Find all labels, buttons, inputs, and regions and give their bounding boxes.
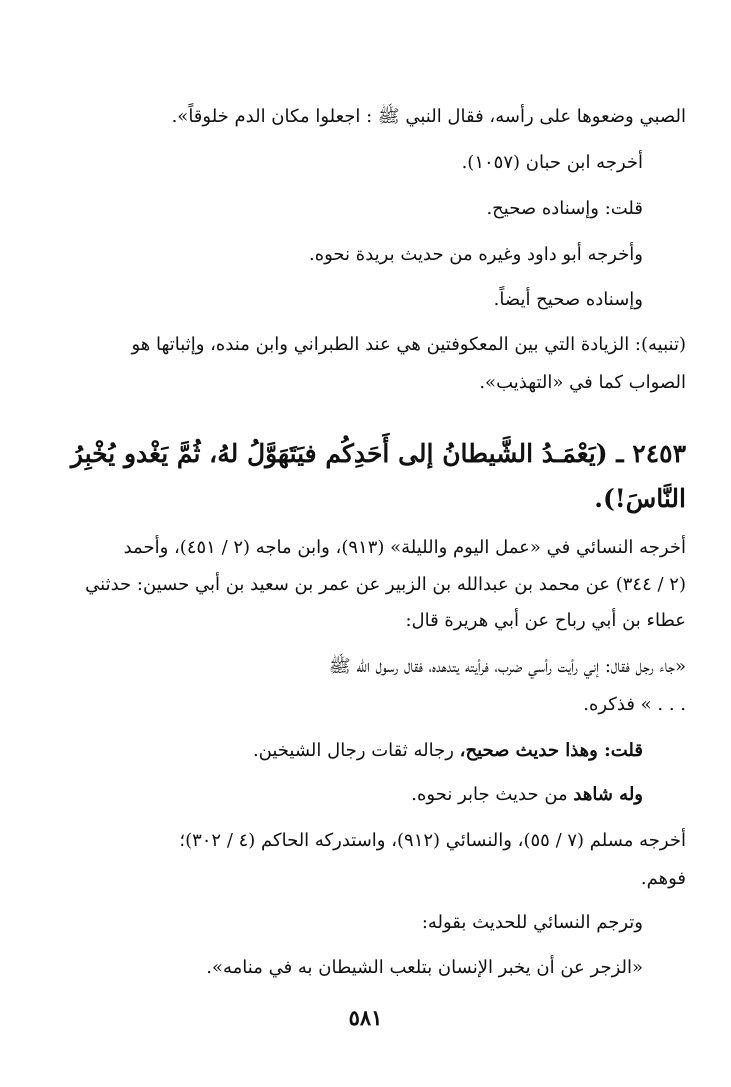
text-line: أخرجه ابن حبان (١٠٥٧). xyxy=(461,152,643,173)
hadith-heading-line-1: ٢٤٥٣ ـ (يَعْمَـدُ الشَّيطانُ إلى أَحَدِكُم فيَتَهَوَّلُ لهُ، ثُمَّ يَغْدو يُخْبِرُ xyxy=(70,439,686,468)
text-line: أخرجه النسائي في «عمل اليوم والليلة» (٩١٣)، وابن ماجه (٢ / ٤٥١)، وأحمد xyxy=(123,537,686,558)
text-line: أخرجه مسلم (٧ / ٥٥)، والنسائي (٩١٢)، واستدركه الحاكم (٤ / ٣٠٢)؛ xyxy=(179,830,686,851)
verdict-rest: رجاله ثقات رجال الشيخين. xyxy=(252,740,460,761)
verdict-bold: قلت: وهذا حديث صحيح، xyxy=(459,740,643,761)
shahid-bold: وله شاهد xyxy=(573,784,643,805)
shahid-rest: من حديث جابر نحوه. xyxy=(411,784,574,805)
hadith-heading-line-2: النَّاسَ!). xyxy=(594,484,686,513)
text-line: وترجم النسائي للحديث بقوله: xyxy=(421,912,643,933)
text-line: عطاء بن أبي رباح عن أبي هريرة قال: xyxy=(405,610,686,631)
text-line: «جاء رجل فقال: إني رأيت رأسي ضرب، فرأيته يتدهده، فقال رسول الله ﷺ xyxy=(328,656,686,677)
text-line: (٢ / ٣٤٤) عن محمد بن عبدالله بن الزبير عن عمر بن سعيد بن أبي حسين: حدثني xyxy=(85,574,686,595)
text-line: (تنبيه): الزيادة التي بين المعكوفتين هي عند الطبراني وابن منده، وإثباتها هو xyxy=(131,334,686,355)
text-line: . . . » فذكره. xyxy=(583,694,686,715)
text-line: فوهم. xyxy=(640,868,686,889)
text-line: قلت: وإسناده صحيح. xyxy=(486,198,643,219)
text-line: وأخرجه أبو داود وغيره من حديث بريدة نحوه. xyxy=(308,244,643,265)
page-number: ٥٨١ xyxy=(348,1005,383,1030)
text-line: «الزجر عن أن يخبر الإنسان بتلعب الشيطان به في منامه». xyxy=(206,957,643,978)
text-line: الصواب كما في «التهذيب». xyxy=(479,372,686,393)
verdict-line xyxy=(36,736,643,766)
text-line: وإسناده صحيح أيضاً. xyxy=(493,289,643,310)
text-line: الصبي وضعوها على رأسه، فقال النبي ﷺ : اجعلوا مكان الدم خلوقاً». xyxy=(171,106,686,127)
shahid-line xyxy=(36,780,643,810)
